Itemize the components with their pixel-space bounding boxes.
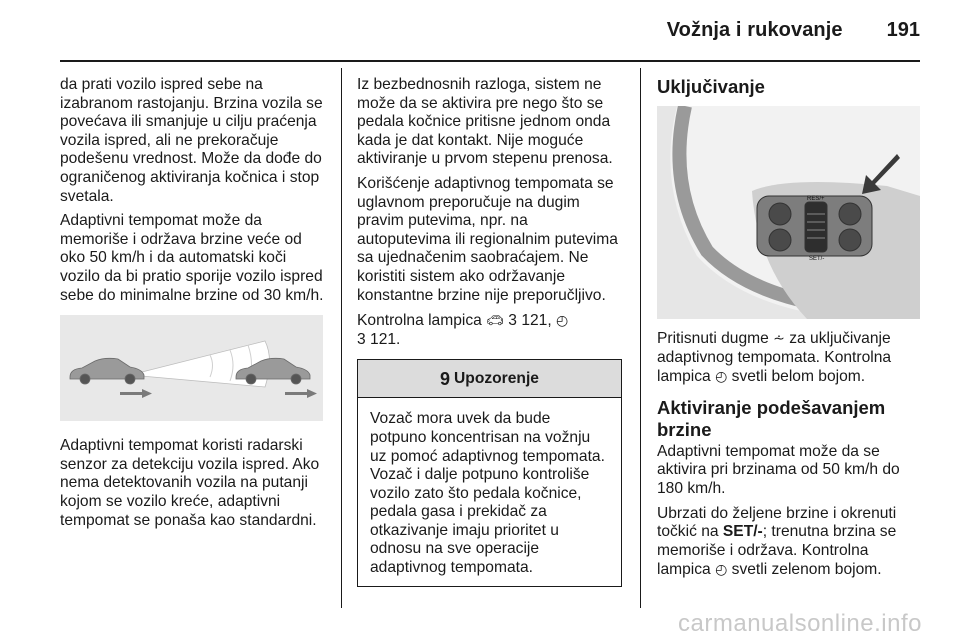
warning-header xyxy=(358,360,621,398)
cruise-control-indicator-icon: ◴ xyxy=(556,312,569,329)
cruise-control-indicator-icon: ◴ xyxy=(715,368,728,385)
paragraph: Adaptivni tempomat može da se aktivira pri brzinama od 50 km/h do 180 km/h. xyxy=(657,442,900,497)
paragraph: Pritisnuti dugme ⩪ za uključivanje adaptivnog tempomata. Kontrolna lampica ◴ svetli belom bojom. xyxy=(657,330,892,386)
column-divider-1 xyxy=(341,68,342,608)
paragraph: Ubrzati do željene brzine i okrenuti točkić na SET/-; trenutna brzina se memoriše i održava. Kontrolna lampica ◴ svetli zelenom bojom. xyxy=(657,504,897,579)
header-rule xyxy=(60,60,920,62)
steering-wheel-illustration xyxy=(657,106,920,319)
set-label: SET/- xyxy=(809,256,825,262)
column-3 xyxy=(657,76,920,586)
warning-box xyxy=(357,359,622,586)
warning-body: Vozač mora uvek da bude potpuno koncentrisan na vožnju uz pomoć adaptivnog tempomata. Vozač i dalje potpuno kontroliše vozilo zato što pedala kočnice, pedala gasa i prekidač za otkazivanje imaju prioritet u odnosu na sve operacije adaptivnog tempomata. xyxy=(370,410,605,577)
set-minus-label: SET/- xyxy=(722,523,763,541)
section-title: Vožnja i rukovanje xyxy=(666,18,843,41)
paragraph: Iz bezbednosnih razloga, sistem ne može da se aktivira pre nego što se pedala kočnice pritisne jednom onda kada je dat kontakt. Nije moguće aktiviranje u prvom stepenu prenosa. xyxy=(357,76,613,168)
cruise-control-pad xyxy=(757,196,872,256)
cruise-button-icon: ⩪ xyxy=(773,330,785,346)
radar-illustration xyxy=(60,315,323,421)
cruise-control-indicator-icon: ◴ xyxy=(715,561,728,578)
section-heading: Aktiviranje podešavanjem brzine xyxy=(657,396,886,440)
warning-icon: 9 xyxy=(440,368,451,389)
page-header xyxy=(667,12,920,48)
warning-title: Upozorenje xyxy=(454,369,539,387)
section-heading: Uključivanje xyxy=(657,76,765,97)
page-ref-arrow-icon: 3 xyxy=(508,312,517,330)
paragraph: Adaptivni tempomat može da memoriše i održava brzine veće od oko 50 km/h i da automatski koči vozilo da bi pratio sporije vozilo ispred sebe do minimalne brzine od 30 km/h. xyxy=(60,212,324,304)
column-1 xyxy=(60,76,326,536)
res-label: RES/+ xyxy=(807,196,825,202)
car-indicator-icon: 🚗︎ xyxy=(486,312,504,329)
page-ref-arrow-icon: 3 xyxy=(357,330,366,348)
watermark: carmanualsonline.info xyxy=(678,610,922,637)
paragraph-indicator-ref: Kontrolna lampica 🚗︎ 3 121, ◴ 3 121. xyxy=(357,312,569,348)
column-2 xyxy=(357,76,625,587)
paragraph: Korišćenje adaptivnog tempomata se uglavnom preporučuje na dugim pravim putevima, npr. na autoputevima ili regionalnim putevima sa ujednačenim saobraćajem. Ne koristiti sistem ako održavanje konstantne brzine nije preporučljivo. xyxy=(357,174,618,304)
paragraph: Adaptivni tempomat koristi radarski senzor za detekciju vozila ispred. Ako nema detektovanih vozila na putanji kojom se vozilo kreće, adaptivni tempomat se ponaša kao standardni. xyxy=(60,437,320,529)
paragraph: da prati vozilo ispred sebe na izabranom rastojanju. Brzina vozila se povećava ili smanjuje u cilju praćenja vozila ispred, ali ne prekoračuje podešenu vrednost. Može da dođe do ograničenog aktiviranja kočnica i stop svetala. xyxy=(60,76,323,205)
page-number: 191 xyxy=(886,18,920,41)
column-divider-2 xyxy=(640,68,641,608)
